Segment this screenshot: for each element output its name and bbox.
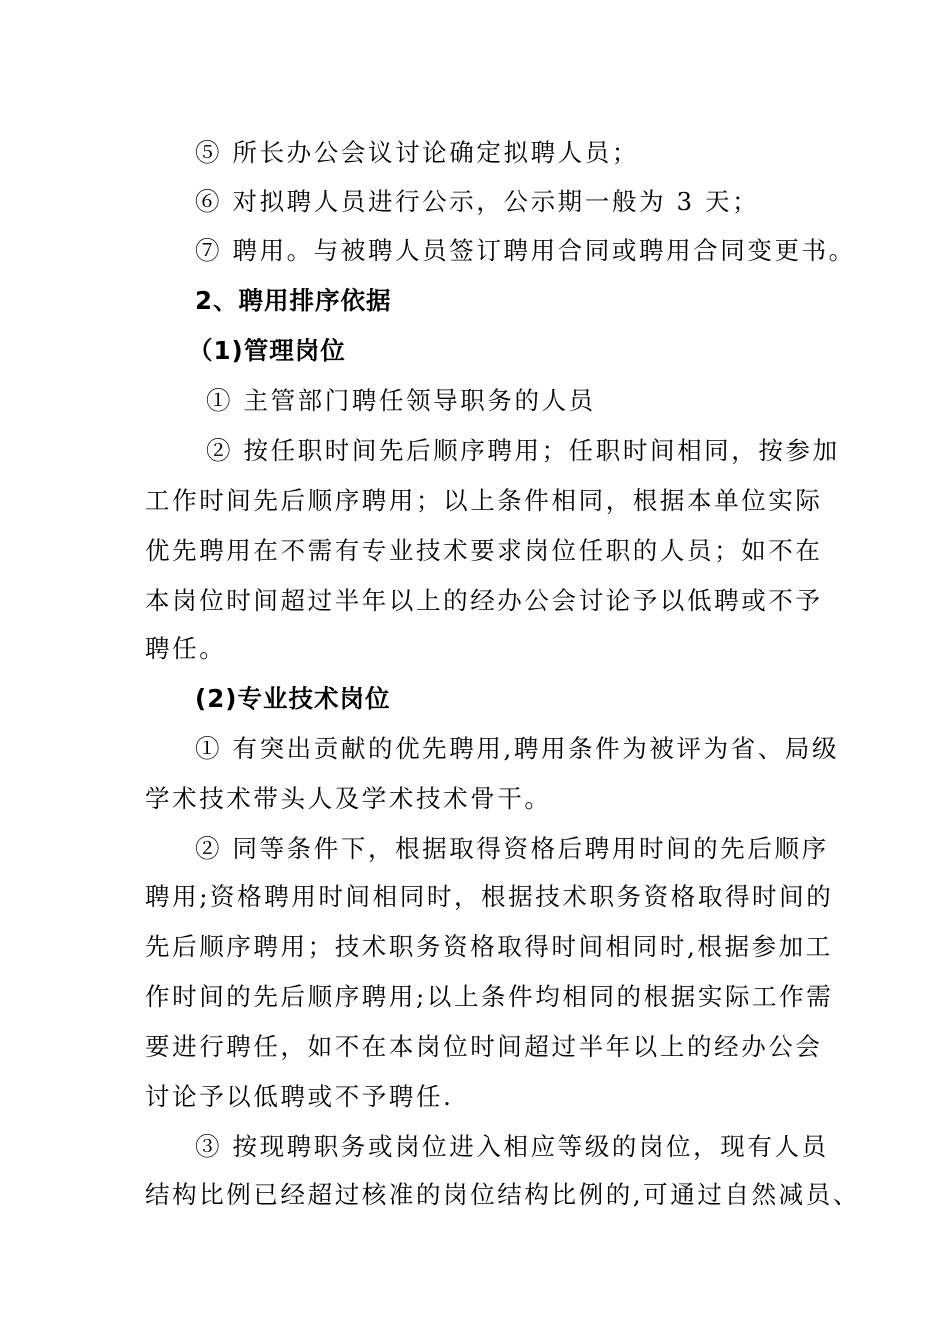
management-item-2-line-3: 优先聘用在不需有专业技术要求岗位任职的人员；如不在 <box>145 536 823 565</box>
technical-item-2-line-4: 作时间的先后顺序聘用;以上条件均相同的根据实际工作需 <box>145 982 834 1011</box>
management-item-1: ① 主管部门聘任领导职务的人员 <box>206 386 596 415</box>
subsection-heading-management: （1)管理岗位 <box>188 336 346 365</box>
technical-item-2-line-6: 讨论予以低聘或不予聘任. <box>145 1082 454 1111</box>
step-5-line: ⑤ 所长办公会议讨论确定拟聘人员； <box>195 138 639 167</box>
technical-item-2-line-1: ② 同等条件下，根据取得资格后聘用时间的先后顺序 <box>195 834 829 863</box>
management-item-2-line-5: 聘任。 <box>145 634 227 663</box>
management-item-2-line-1: ② 按任职时间先后顺序聘用；任职时间相同，按参加 <box>206 436 840 465</box>
step-6-line: ⑥ 对拟聘人员进行公示，公示期一般为 3 天； <box>195 187 760 216</box>
technical-item-1-line-1: ① 有突出贡献的优先聘用,聘用条件为被评为省、局级 <box>195 734 840 763</box>
step-7-line: ⑦ 聘用。与被聘人员签订聘用合同或聘用合同变更书。 <box>195 236 856 265</box>
management-item-2-line-2: 工作时间先后顺序聘用；以上条件相同，根据本单位实际 <box>145 486 823 515</box>
subsection-heading-technical: (2)专业技术岗位 <box>195 684 391 713</box>
technical-item-2-line-5: 要进行聘任，如不在本岗位时间超过半年以上的经办公会 <box>145 1032 823 1061</box>
section-heading-ranking-basis: 2、聘用排序依据 <box>195 286 392 315</box>
technical-item-2-line-3: 先后顺序聘用；技术职务资格取得时间相同时,根据参加工 <box>145 932 833 961</box>
management-item-2-line-4: 本岗位时间超过半年以上的经办公会讨论予以低聘或不予 <box>145 586 823 615</box>
technical-item-3-line-1: ③ 按现聘职务或岗位进入相应等级的岗位，现有人员 <box>195 1132 829 1161</box>
technical-item-3-line-2: 结构比例已经超过核准的岗位结构比例的,可通过自然减员、 <box>145 1180 860 1209</box>
technical-item-2-line-2: 聘用;资格聘用时间相同时，根据技术职务资格取得时间的 <box>145 882 834 911</box>
technical-item-1-line-2: 学术技术带头人及学术技术骨干。 <box>145 784 552 813</box>
